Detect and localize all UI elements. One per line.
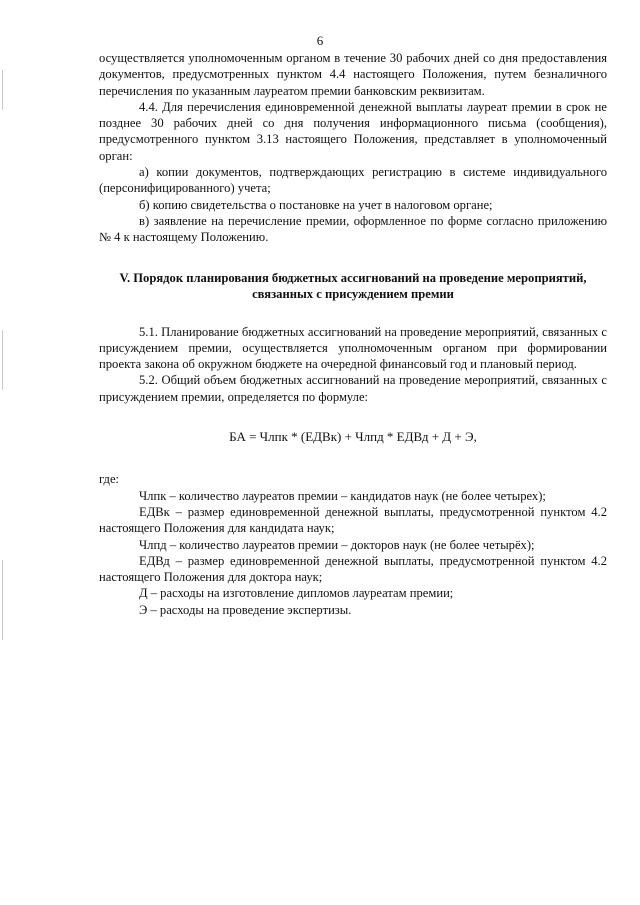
where-label: где: (99, 472, 120, 487)
list-item-a: а) копии документов, подтверждающих регистрацию в системе индивидуального (персонифицированного) учета; (99, 165, 607, 196)
paragraph-continuation: осуществляется уполномоченным органом в течение 30 рабочих дней со дня предоставления документов, предусмотренных пунктом 4.4 настоящего Положения, путем безналичного перечисления по указанным лауреатом премии банковским реквизитам. (99, 51, 607, 98)
section-title: V. Порядок планирования бюджетных ассигнований на проведение мероприятий, связанных с присуждением премии (119, 270, 587, 301)
paragraph-5-2: 5.2. Общий объем бюджетных ассигнований на проведение мероприятий, связанных с присуждением премии, определяется по формуле: (99, 373, 607, 404)
definition-item: Э – расходы на проведение экспертизы. (139, 602, 352, 617)
formula: БА = Члпк * (ЕДВк) + Члпд * ЕДВд + Д + Э, (229, 429, 477, 445)
definition-item: Члпк – количество лауреатов премии – кандидатов наук (не более четырех); (139, 488, 546, 503)
paragraph-4-4: 4.4. Для перечисления единовременной денежной выплаты лауреат премии в срок не позднее 30 рабочих дней со дня получения информационного письма (сообщения), предусмотренного пунктом 3.13 настоящего Положения, представляет в уполномоченный орган: (99, 99, 607, 163)
definition-item: Члпд – количество лауреатов премии – докторов наук (не более четырёх); (139, 537, 535, 552)
list-item-v: в) заявление на перечисление премии, оформленное по форме согласно приложению № 4 к настоящему Положению. (99, 213, 607, 245)
margin-scan-mark (2, 560, 3, 640)
margin-scan-mark (2, 70, 3, 110)
list-item-b: б) копию свидетельства о постановке на учет в налоговом органе; (139, 197, 493, 212)
document-body (99, 50, 607, 618)
definition-item: ЕДВк – размер единовременной денежной выплаты, предусмотренной пунктом 4.2 настоящего Положения для кандидата наук; (99, 504, 607, 536)
margin-scan-mark (2, 330, 3, 390)
definition-item: Д – расходы на изготовление дипломов лауреатам премии; (139, 586, 454, 601)
page-number: 6 (316, 33, 324, 48)
paragraph-5-1: 5.1. Планирование бюджетных ассигнований на проведение мероприятий, связанных с присуждением премии, осуществляется уполномоченным органом при формировании проекта закона об окружном бюджете на очередной финансовый год и плановый период. (99, 324, 607, 372)
definition-item: ЕДВд – размер единовременной денежной выплаты, предусмотренной пунктом 4.2 настоящего Положения для доктора наук; (99, 553, 607, 585)
